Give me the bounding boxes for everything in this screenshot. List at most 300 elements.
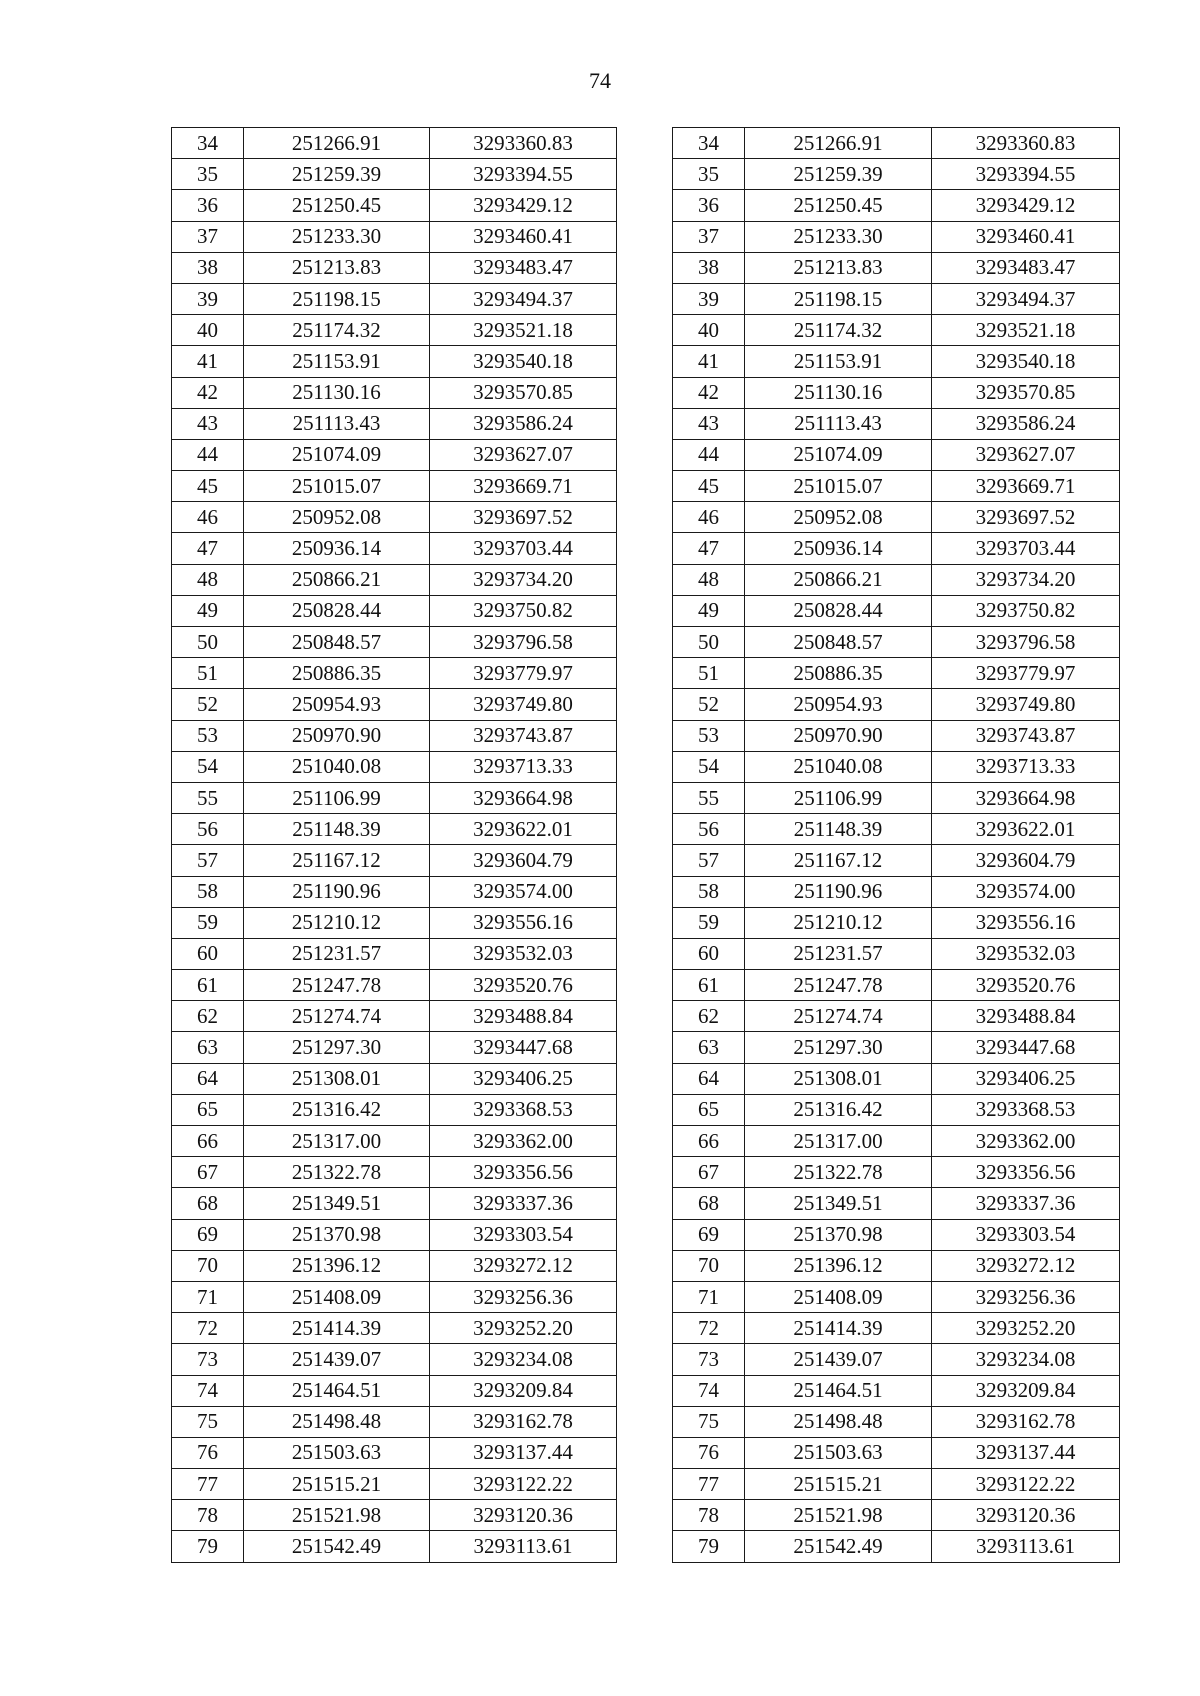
y-coordinate-cell: 3293697.52 — [932, 502, 1120, 533]
y-coordinate-cell: 3293113.61 — [932, 1531, 1120, 1562]
y-coordinate-cell: 3293368.53 — [932, 1094, 1120, 1125]
point-number-cell: 79 — [673, 1531, 745, 1562]
x-coordinate-cell: 251148.39 — [745, 814, 932, 845]
point-number-cell: 52 — [172, 689, 244, 720]
empty-gap-cell — [617, 1219, 673, 1250]
y-coordinate-cell: 3293540.18 — [932, 346, 1120, 377]
x-coordinate-cell: 251542.49 — [745, 1531, 932, 1562]
empty-gap-cell — [617, 408, 673, 439]
empty-gap-cell — [617, 970, 673, 1001]
empty-gap-cell — [617, 1094, 673, 1125]
y-coordinate-cell: 3293494.37 — [932, 283, 1120, 314]
x-coordinate-cell: 251198.15 — [745, 283, 932, 314]
point-number-cell: 41 — [172, 346, 244, 377]
point-number-cell: 64 — [673, 1063, 745, 1094]
y-coordinate-cell: 3293488.84 — [932, 1001, 1120, 1032]
point-number-cell: 67 — [172, 1157, 244, 1188]
point-number-cell: 59 — [673, 907, 745, 938]
y-coordinate-cell: 3293703.44 — [932, 533, 1120, 564]
y-coordinate-cell: 3293394.55 — [932, 159, 1120, 190]
point-number-cell: 61 — [172, 970, 244, 1001]
x-coordinate-cell: 251439.07 — [745, 1344, 932, 1375]
table-row — [172, 1126, 1120, 1157]
y-coordinate-cell: 3293303.54 — [932, 1219, 1120, 1250]
table-row — [172, 471, 1120, 502]
y-coordinate-cell: 3293627.07 — [430, 439, 617, 470]
y-coordinate-cell: 3293734.20 — [932, 564, 1120, 595]
x-coordinate-cell: 251106.99 — [244, 782, 430, 813]
point-number-cell: 62 — [172, 1001, 244, 1032]
y-coordinate-cell: 3293272.12 — [430, 1250, 617, 1281]
x-coordinate-cell: 250866.21 — [745, 564, 932, 595]
point-number-cell: 50 — [172, 627, 244, 658]
point-number-cell: 74 — [172, 1375, 244, 1406]
x-coordinate-cell: 251322.78 — [244, 1157, 430, 1188]
point-number-cell: 42 — [172, 377, 244, 408]
table-row — [172, 1188, 1120, 1219]
point-number-cell: 68 — [172, 1188, 244, 1219]
point-number-cell: 75 — [172, 1406, 244, 1437]
y-coordinate-cell: 3293532.03 — [932, 938, 1120, 969]
x-coordinate-cell: 251233.30 — [244, 221, 430, 252]
y-coordinate-cell: 3293303.54 — [430, 1219, 617, 1250]
point-number-cell: 38 — [673, 252, 745, 283]
y-coordinate-cell: 3293429.12 — [932, 190, 1120, 221]
empty-gap-cell — [617, 1469, 673, 1500]
point-number-cell: 54 — [172, 751, 244, 782]
x-coordinate-cell: 251498.48 — [244, 1406, 430, 1437]
x-coordinate-cell: 251349.51 — [244, 1188, 430, 1219]
x-coordinate-cell: 251542.49 — [244, 1531, 430, 1562]
x-coordinate-cell: 251113.43 — [745, 408, 932, 439]
table-row — [172, 1406, 1120, 1437]
point-number-cell: 45 — [172, 471, 244, 502]
table-row — [172, 533, 1120, 564]
empty-gap-cell — [617, 1250, 673, 1281]
x-coordinate-cell: 251130.16 — [745, 377, 932, 408]
y-coordinate-cell: 3293406.25 — [430, 1063, 617, 1094]
point-number-cell: 79 — [172, 1531, 244, 1562]
table-row — [172, 1375, 1120, 1406]
point-number-cell: 46 — [172, 502, 244, 533]
empty-gap-cell — [617, 782, 673, 813]
point-number-cell: 47 — [172, 533, 244, 564]
x-coordinate-cell: 251349.51 — [745, 1188, 932, 1219]
table-row — [172, 595, 1120, 626]
y-coordinate-cell: 3293122.22 — [932, 1469, 1120, 1500]
table-row — [172, 720, 1120, 751]
x-coordinate-cell: 251153.91 — [745, 346, 932, 377]
point-number-cell: 39 — [172, 283, 244, 314]
x-coordinate-cell: 250828.44 — [244, 595, 430, 626]
table-row — [172, 377, 1120, 408]
y-coordinate-cell: 3293703.44 — [430, 533, 617, 564]
x-coordinate-cell: 251015.07 — [244, 471, 430, 502]
x-coordinate-cell: 250970.90 — [244, 720, 430, 751]
table-row — [172, 907, 1120, 938]
table-row — [172, 782, 1120, 813]
x-coordinate-cell: 251370.98 — [244, 1219, 430, 1250]
table-row — [172, 970, 1120, 1001]
point-number-cell: 49 — [673, 595, 745, 626]
y-coordinate-cell: 3293520.76 — [430, 970, 617, 1001]
point-number-cell: 71 — [172, 1281, 244, 1312]
y-coordinate-cell: 3293447.68 — [932, 1032, 1120, 1063]
x-coordinate-cell: 251247.78 — [745, 970, 932, 1001]
y-coordinate-cell: 3293368.53 — [430, 1094, 617, 1125]
y-coordinate-cell: 3293796.58 — [430, 627, 617, 658]
point-number-cell: 55 — [172, 782, 244, 813]
table-row — [172, 1313, 1120, 1344]
x-coordinate-cell: 251317.00 — [244, 1126, 430, 1157]
empty-gap-cell — [617, 938, 673, 969]
x-coordinate-cell: 251503.63 — [745, 1437, 932, 1468]
point-number-cell: 42 — [673, 377, 745, 408]
x-coordinate-cell: 250848.57 — [745, 627, 932, 658]
empty-gap-cell — [617, 1032, 673, 1063]
x-coordinate-cell: 251297.30 — [745, 1032, 932, 1063]
x-coordinate-cell: 251040.08 — [745, 751, 932, 782]
y-coordinate-cell: 3293360.83 — [932, 128, 1120, 159]
y-coordinate-cell: 3293460.41 — [932, 221, 1120, 252]
table-row — [172, 1032, 1120, 1063]
y-coordinate-cell: 3293494.37 — [430, 283, 617, 314]
y-coordinate-cell: 3293664.98 — [932, 782, 1120, 813]
y-coordinate-cell: 3293337.36 — [430, 1188, 617, 1219]
empty-gap-cell — [617, 159, 673, 190]
y-coordinate-cell: 3293234.08 — [430, 1344, 617, 1375]
point-number-cell: 40 — [673, 315, 745, 346]
empty-gap-cell — [617, 1281, 673, 1312]
point-number-cell: 52 — [673, 689, 745, 720]
x-coordinate-cell: 251130.16 — [244, 377, 430, 408]
point-number-cell: 72 — [673, 1313, 745, 1344]
empty-gap-cell — [617, 1406, 673, 1437]
empty-gap-cell — [617, 720, 673, 751]
x-coordinate-cell: 251498.48 — [745, 1406, 932, 1437]
x-coordinate-cell: 251113.43 — [244, 408, 430, 439]
y-coordinate-cell: 3293779.97 — [932, 658, 1120, 689]
x-coordinate-cell: 251274.74 — [745, 1001, 932, 1032]
y-coordinate-cell: 3293586.24 — [430, 408, 617, 439]
x-coordinate-cell: 251370.98 — [745, 1219, 932, 1250]
point-number-cell: 39 — [673, 283, 745, 314]
point-number-cell: 58 — [673, 876, 745, 907]
table-row — [172, 502, 1120, 533]
empty-gap-cell — [617, 252, 673, 283]
x-coordinate-cell: 251396.12 — [745, 1250, 932, 1281]
y-coordinate-cell: 3293713.33 — [932, 751, 1120, 782]
x-coordinate-cell: 250954.93 — [745, 689, 932, 720]
x-coordinate-cell: 251308.01 — [244, 1063, 430, 1094]
x-coordinate-cell: 251464.51 — [745, 1375, 932, 1406]
y-coordinate-cell: 3293488.84 — [430, 1001, 617, 1032]
y-coordinate-cell: 3293120.36 — [932, 1500, 1120, 1531]
point-number-cell: 56 — [673, 814, 745, 845]
point-number-cell: 74 — [673, 1375, 745, 1406]
y-coordinate-cell: 3293749.80 — [932, 689, 1120, 720]
y-coordinate-cell: 3293743.87 — [932, 720, 1120, 751]
x-coordinate-cell: 251174.32 — [745, 315, 932, 346]
x-coordinate-cell: 251259.39 — [745, 159, 932, 190]
point-number-cell: 69 — [673, 1219, 745, 1250]
point-number-cell: 77 — [172, 1469, 244, 1500]
point-number-cell: 37 — [673, 221, 745, 252]
x-coordinate-cell: 250936.14 — [745, 533, 932, 564]
table-row — [172, 1250, 1120, 1281]
table-row — [172, 564, 1120, 595]
point-number-cell: 67 — [673, 1157, 745, 1188]
point-number-cell: 68 — [673, 1188, 745, 1219]
point-number-cell: 57 — [673, 845, 745, 876]
table-row — [172, 283, 1120, 314]
x-coordinate-cell: 251074.09 — [745, 439, 932, 470]
x-coordinate-cell: 251503.63 — [244, 1437, 430, 1468]
table-row — [172, 252, 1120, 283]
empty-gap-cell — [617, 689, 673, 720]
point-number-cell: 63 — [172, 1032, 244, 1063]
empty-gap-cell — [617, 221, 673, 252]
x-coordinate-cell: 251174.32 — [244, 315, 430, 346]
empty-gap-cell — [617, 1313, 673, 1344]
x-coordinate-cell: 251317.00 — [745, 1126, 932, 1157]
point-number-cell: 53 — [172, 720, 244, 751]
x-coordinate-cell: 251190.96 — [244, 876, 430, 907]
page-number: 74 — [589, 68, 611, 93]
empty-gap-cell — [617, 1531, 673, 1562]
point-number-cell: 73 — [673, 1344, 745, 1375]
y-coordinate-cell: 3293570.85 — [932, 377, 1120, 408]
empty-gap-cell — [617, 1344, 673, 1375]
y-coordinate-cell: 3293209.84 — [430, 1375, 617, 1406]
point-number-cell: 37 — [172, 221, 244, 252]
table-row — [172, 221, 1120, 252]
x-coordinate-cell: 251515.21 — [745, 1469, 932, 1500]
x-coordinate-cell: 250952.08 — [244, 502, 430, 533]
empty-gap-cell — [617, 346, 673, 377]
empty-gap-cell — [617, 1063, 673, 1094]
table-row — [172, 814, 1120, 845]
point-number-cell: 54 — [673, 751, 745, 782]
y-coordinate-cell: 3293272.12 — [932, 1250, 1120, 1281]
y-coordinate-cell: 3293162.78 — [932, 1406, 1120, 1437]
point-number-cell: 36 — [172, 190, 244, 221]
y-coordinate-cell: 3293256.36 — [430, 1281, 617, 1312]
y-coordinate-cell: 3293362.00 — [932, 1126, 1120, 1157]
point-number-cell: 77 — [673, 1469, 745, 1500]
y-coordinate-cell: 3293360.83 — [430, 128, 617, 159]
point-number-cell: 53 — [673, 720, 745, 751]
point-number-cell: 63 — [673, 1032, 745, 1063]
point-number-cell: 35 — [172, 159, 244, 190]
y-coordinate-cell: 3293234.08 — [932, 1344, 1120, 1375]
y-coordinate-cell: 3293743.87 — [430, 720, 617, 751]
point-number-cell: 35 — [673, 159, 745, 190]
y-coordinate-cell: 3293570.85 — [430, 377, 617, 408]
coordinates-table — [171, 127, 1120, 1563]
y-coordinate-cell: 3293540.18 — [430, 346, 617, 377]
y-coordinate-cell: 3293750.82 — [430, 595, 617, 626]
x-coordinate-cell: 251198.15 — [244, 283, 430, 314]
y-coordinate-cell: 3293521.18 — [932, 315, 1120, 346]
empty-gap-cell — [617, 471, 673, 502]
y-coordinate-cell: 3293137.44 — [430, 1437, 617, 1468]
point-number-cell: 45 — [673, 471, 745, 502]
point-number-cell: 34 — [673, 128, 745, 159]
empty-gap-cell — [617, 907, 673, 938]
empty-gap-cell — [617, 1188, 673, 1219]
y-coordinate-cell: 3293604.79 — [430, 845, 617, 876]
y-coordinate-cell: 3293337.36 — [932, 1188, 1120, 1219]
x-coordinate-cell: 250886.35 — [244, 658, 430, 689]
x-coordinate-cell: 251408.09 — [244, 1281, 430, 1312]
point-number-cell: 36 — [673, 190, 745, 221]
y-coordinate-cell: 3293586.24 — [932, 408, 1120, 439]
y-coordinate-cell: 3293622.01 — [430, 814, 617, 845]
x-coordinate-cell: 251148.39 — [244, 814, 430, 845]
y-coordinate-cell: 3293113.61 — [430, 1531, 617, 1562]
y-coordinate-cell: 3293356.56 — [430, 1157, 617, 1188]
point-number-cell: 46 — [673, 502, 745, 533]
x-coordinate-cell: 251015.07 — [745, 471, 932, 502]
table-row — [172, 876, 1120, 907]
table-row — [172, 1219, 1120, 1250]
y-coordinate-cell: 3293627.07 — [932, 439, 1120, 470]
table-row — [172, 627, 1120, 658]
x-coordinate-cell: 250848.57 — [244, 627, 430, 658]
empty-gap-cell — [617, 1126, 673, 1157]
y-coordinate-cell: 3293604.79 — [932, 845, 1120, 876]
point-number-cell: 49 — [172, 595, 244, 626]
x-coordinate-cell: 251250.45 — [244, 190, 430, 221]
y-coordinate-cell: 3293256.36 — [932, 1281, 1120, 1312]
point-number-cell: 57 — [172, 845, 244, 876]
x-coordinate-cell: 251408.09 — [745, 1281, 932, 1312]
y-coordinate-cell: 3293664.98 — [430, 782, 617, 813]
x-coordinate-cell: 251396.12 — [244, 1250, 430, 1281]
y-coordinate-cell: 3293137.44 — [932, 1437, 1120, 1468]
point-number-cell: 40 — [172, 315, 244, 346]
empty-gap-cell — [617, 283, 673, 314]
point-number-cell: 66 — [172, 1126, 244, 1157]
table-row — [172, 1469, 1120, 1500]
y-coordinate-cell: 3293520.76 — [932, 970, 1120, 1001]
y-coordinate-cell: 3293556.16 — [430, 907, 617, 938]
table-row — [172, 1063, 1120, 1094]
y-coordinate-cell: 3293697.52 — [430, 502, 617, 533]
point-number-cell: 70 — [673, 1250, 745, 1281]
table-row — [172, 689, 1120, 720]
y-coordinate-cell: 3293669.71 — [430, 471, 617, 502]
empty-gap-cell — [617, 564, 673, 595]
x-coordinate-cell: 251259.39 — [244, 159, 430, 190]
table-row — [172, 439, 1120, 470]
empty-gap-cell — [617, 1375, 673, 1406]
empty-gap-cell — [617, 595, 673, 626]
x-coordinate-cell: 251439.07 — [244, 1344, 430, 1375]
point-number-cell: 60 — [673, 938, 745, 969]
point-number-cell: 66 — [673, 1126, 745, 1157]
y-coordinate-cell: 3293521.18 — [430, 315, 617, 346]
table-row — [172, 1001, 1120, 1032]
y-coordinate-cell: 3293669.71 — [932, 471, 1120, 502]
x-coordinate-cell: 250886.35 — [745, 658, 932, 689]
empty-gap-cell — [617, 533, 673, 564]
x-coordinate-cell: 250936.14 — [244, 533, 430, 564]
table-row — [172, 1281, 1120, 1312]
point-number-cell: 60 — [172, 938, 244, 969]
point-number-cell: 44 — [172, 439, 244, 470]
point-number-cell: 76 — [172, 1437, 244, 1468]
point-number-cell: 72 — [172, 1313, 244, 1344]
point-number-cell: 78 — [172, 1500, 244, 1531]
y-coordinate-cell: 3293356.56 — [932, 1157, 1120, 1188]
table-row — [172, 346, 1120, 377]
empty-gap-cell — [617, 814, 673, 845]
x-coordinate-cell: 251231.57 — [745, 938, 932, 969]
empty-gap-cell — [617, 1157, 673, 1188]
x-coordinate-cell: 251233.30 — [745, 221, 932, 252]
empty-gap-cell — [617, 845, 673, 876]
point-number-cell: 34 — [172, 128, 244, 159]
y-coordinate-cell: 3293622.01 — [932, 814, 1120, 845]
x-coordinate-cell: 250952.08 — [745, 502, 932, 533]
empty-gap-cell — [617, 1500, 673, 1531]
table-row — [172, 1437, 1120, 1468]
y-coordinate-cell: 3293796.58 — [932, 627, 1120, 658]
table-row — [172, 1531, 1120, 1562]
empty-gap-cell — [617, 128, 673, 159]
x-coordinate-cell: 251515.21 — [244, 1469, 430, 1500]
x-coordinate-cell: 251521.98 — [745, 1500, 932, 1531]
empty-gap-cell — [617, 190, 673, 221]
y-coordinate-cell: 3293120.36 — [430, 1500, 617, 1531]
point-number-cell: 51 — [673, 658, 745, 689]
point-number-cell: 71 — [673, 1281, 745, 1312]
point-number-cell: 58 — [172, 876, 244, 907]
point-number-cell: 56 — [172, 814, 244, 845]
y-coordinate-cell: 3293779.97 — [430, 658, 617, 689]
x-coordinate-cell: 251231.57 — [244, 938, 430, 969]
y-coordinate-cell: 3293252.20 — [932, 1313, 1120, 1344]
x-coordinate-cell: 251464.51 — [244, 1375, 430, 1406]
point-number-cell: 65 — [673, 1094, 745, 1125]
y-coordinate-cell: 3293406.25 — [932, 1063, 1120, 1094]
table-row — [172, 1500, 1120, 1531]
table-row — [172, 159, 1120, 190]
y-coordinate-cell: 3293209.84 — [932, 1375, 1120, 1406]
y-coordinate-cell: 3293750.82 — [932, 595, 1120, 626]
table-row — [172, 190, 1120, 221]
empty-gap-cell — [617, 439, 673, 470]
x-coordinate-cell: 250866.21 — [244, 564, 430, 595]
y-coordinate-cell: 3293556.16 — [932, 907, 1120, 938]
x-coordinate-cell: 251210.12 — [745, 907, 932, 938]
y-coordinate-cell: 3293749.80 — [430, 689, 617, 720]
table-row — [172, 408, 1120, 439]
coordinates-table-body — [172, 128, 1120, 1563]
x-coordinate-cell: 251153.91 — [244, 346, 430, 377]
point-number-cell: 41 — [673, 346, 745, 377]
point-number-cell: 50 — [673, 627, 745, 658]
point-number-cell: 44 — [673, 439, 745, 470]
point-number-cell: 70 — [172, 1250, 244, 1281]
table-row — [172, 658, 1120, 689]
x-coordinate-cell: 250828.44 — [745, 595, 932, 626]
y-coordinate-cell: 3293252.20 — [430, 1313, 617, 1344]
point-number-cell: 48 — [172, 564, 244, 595]
x-coordinate-cell: 250970.90 — [745, 720, 932, 751]
